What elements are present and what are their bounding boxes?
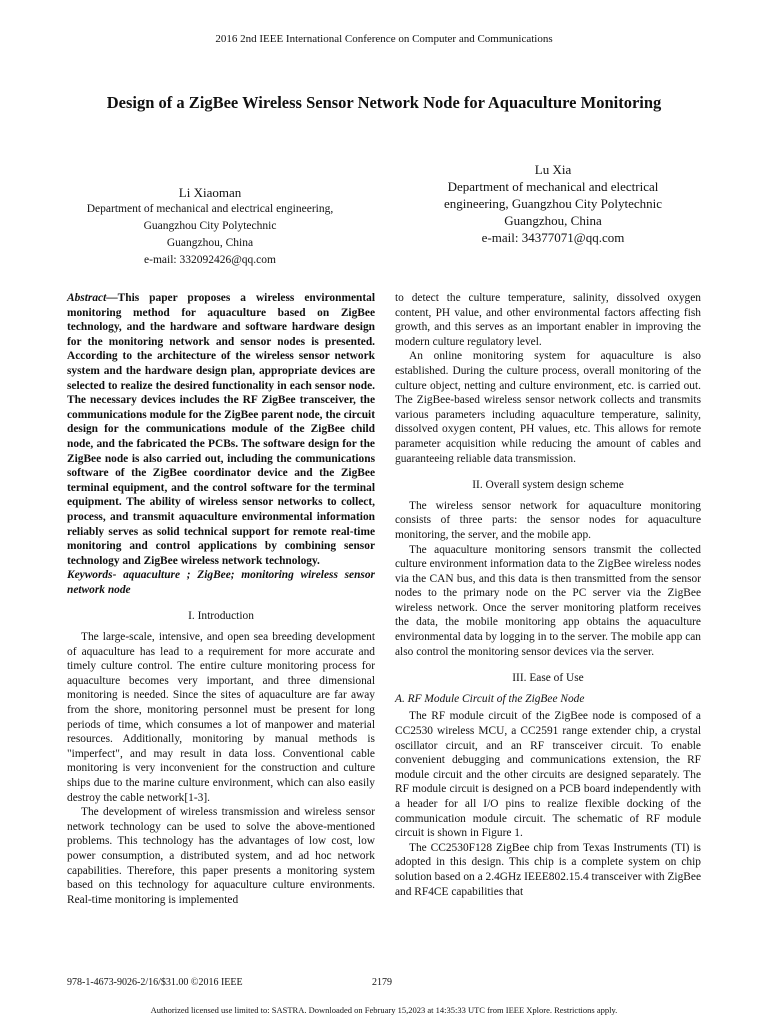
abstract-label: Abstract: [67, 292, 107, 304]
abstract-text: —This paper proposes a wireless environmental monitoring method for aquaculture based on ZigBee technology, and the hardware and software hardware design for the monitoring network and sensor nodes is presented. According to the architecture of the wireless sensor network system and the hardware design plan, appropriate devices are selected to realize the desired functionality in each sensor node. The necessary devices includes the RF ZigBee transceiver, the communications module for the ZigBee parent node, the circuit design for the communications module of the ZigBee child node, and the fabricated the PCBs. The software design for the ZigBee node is also carried out, including the communications software of the ZigBee coordinator device and the ZigBee terminal equipment, and the control software for the terminal equipment. The ability of wireless sensor networks to collect, process, and transmit aquaculture environmental information reliably serves as solid technical support for remote real-time monitoring and control applications by combining sensor technology and ZigBee wireless network technology.: [67, 292, 375, 567]
conference-header: 2016 2nd IEEE International Conference on Computer and Communications: [215, 33, 553, 45]
author-affiliation: Guangzhou City Polytechnic: [143, 220, 277, 232]
author-name: Lu Xia: [534, 162, 572, 177]
footer-isbn: 978-1-4673-9026-2/16/$31.00 ©2016 IEEE: [67, 977, 243, 988]
paragraph: The aquaculture monitoring sensors transmit the collected culture environment information data to the ZigBee wireless nodes via the CAN bus, and this data is then transmitted from the sensor nodes to the primary node on the PC server via the ZigBee wireless network. Once the server monitoring platform receives the data, the mobile monitoring app obtains the aquaculture environmental data by logging in to the server. The mobile app can also control the monitoring sensor devices via the server.: [395, 543, 701, 658]
author-name: Li Xiaoman: [178, 185, 242, 200]
paragraph: The CC2530F128 ZigBee chip from Texas Instruments (TI) is adopted in this design. This chip is a complete system on chip solution based on a 2.4GHz IEEE802.15.4 transceiver with ZigBee and RF4CE capabilities that: [395, 841, 701, 898]
paragraph: The RF module circuit of the ZigBee node is composed of a CC2530 wireless MCU, a CC2591 range extender chip, a crystal oscillator circuit, and an RF transceiver circuit. To enable convenient debugging and communications extension, the RF module circuit and the other circuits are designed separately. The RF module circuit is designed on a PCB board independently with a header for all I/O pins to realize flexible docking of the communication module circuit. The schematic of RF module circuit is shown in Figure 1.: [395, 710, 701, 840]
section-heading-ease-of-use: III. Ease of Use: [512, 672, 584, 685]
keywords: Keywords- aquaculture ; ZigBee; monitoring wireless sensor network node: [67, 569, 375, 596]
paragraph: An online monitoring system for aquaculture is also established. During the culture process, overall monitoring of the culture object, netting and culture environment, etc. is carried out. The ZigBee-based wireless sensor network collects and transmits various parameters including aquaculture temperature, salinity, dissolved oxygen content, PH values, etc. This allows for remote parameter acquisition while reducing the amount of cables and guaranteeing reliable data transmission.: [395, 350, 701, 465]
section-heading-overall-design: II. Overall system design scheme: [472, 479, 624, 492]
author-block-1: [60, 184, 360, 269]
paper-title: Design of a ZigBee Wireless Sensor Network Node for Aquaculture Monitoring: [106, 93, 662, 112]
license-notice: Authorized licensed use limited to: SASTRA. Downloaded on February 15,2023 at 14:35:33 UTC from IEEE Xplore. Restrictions apply.: [150, 1005, 618, 1015]
author-affiliation: Guangzhou, China: [504, 213, 602, 228]
abstract: [67, 291, 375, 568]
page-number: 2179: [372, 977, 392, 988]
author-affiliation: Department of mechanical and electrical: [447, 179, 659, 194]
subsection-heading-rf-module: A. RF Module Circuit of the ZigBee Node: [395, 692, 585, 705]
section-heading-introduction: I. Introduction: [188, 610, 254, 623]
left-column: [67, 291, 375, 907]
author-email: e-mail: 332092426@qq.com: [144, 254, 276, 266]
right-column: [395, 291, 701, 899]
author-affiliation: engineering, Guangzhou City Polytechnic: [443, 196, 663, 211]
author-email: e-mail: 34377071@qq.com: [481, 230, 625, 245]
paragraph: The large-scale, intensive, and open sea breeding development of aquaculture has lead to a requirement for more accurate and timely culture control. The entire culture monitoring process for aquaculture becomes very important, and three dimensional monitoring is needed. Since the sites of aquaculture are far away from the shore, monitoring personnel must be present for long periods of time, which consumes a lot of manpower and material resources. Additionally, monitoring by manual methods is "imperfect", and may result in data loss. Conventional cable monitoring is very inconvenient for the construction and culture ships due to the marine culture environment, which can also easily destroy the cable network[1-3].: [67, 631, 375, 804]
paragraph: to detect the culture temperature, salinity, dissolved oxygen content, PH value, and other environmental factors affecting fish growth, and this serves as an important enabler in improving the modern culture regulatory level.: [395, 292, 701, 348]
author-affiliation: Department of mechanical and electrical engineering,: [86, 203, 334, 215]
author-block-2: [398, 161, 708, 246]
author-affiliation: Guangzhou, China: [166, 237, 254, 249]
paragraph: The wireless sensor network for aquaculture monitoring consists of three parts: the sensor nodes for aquaculture monitoring, the server, and the mobile app.: [395, 499, 701, 541]
paragraph: The development of wireless transmission and wireless sensor network technology can be used to solve the above-mentioned problems. This technology has the advantages of low cost, low power consumption, a distributed system, and ad hoc network capabilities. Therefore, this paper presents a monitoring system based on this technology for aquaculture culture environments. Real-time monitoring is implemented: [67, 806, 375, 906]
